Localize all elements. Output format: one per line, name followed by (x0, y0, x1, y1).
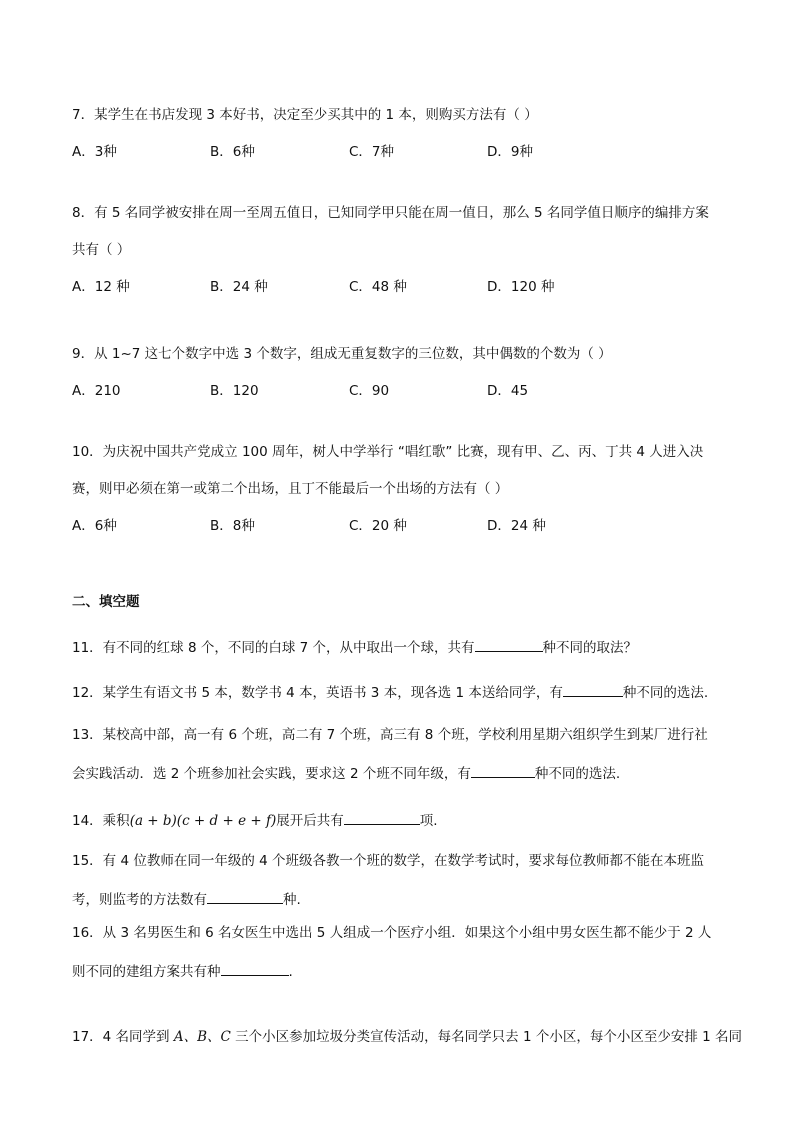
question-16-suffix: . (288, 964, 293, 980)
question-13-line-2 (72, 763, 620, 783)
question-11 (72, 637, 637, 657)
question-9-option-a: A．210 (72, 383, 121, 399)
question-16-text: 则不同的建组方案共有种 (72, 964, 221, 980)
question-9-option-d: D．45 (487, 383, 529, 399)
question-13-suffix: 种不同的选法. (534, 766, 621, 782)
answer-blank-13[interactable] (471, 763, 535, 778)
question-15-line-2 (72, 889, 301, 909)
question-14 (72, 810, 438, 830)
question-12-text: 12．某学生有语文书 5 本，数学书 4 本，英语书 3 本，现各选 1 本送给同学，有 (72, 685, 563, 701)
question-16-line-2 (72, 961, 293, 981)
answer-blank-11[interactable] (475, 637, 543, 652)
question-14-suffix: 项. (419, 813, 438, 829)
section-title-fill-in: 二、填空题 (72, 594, 140, 610)
question-15-text: 考，则监考的方法数有 (72, 892, 207, 908)
question-10-text-line-2: 赛，则甲必须在第一或第二个出场，且丁不能最后一个出场的方法有（ ） (72, 481, 509, 497)
question-12 (72, 682, 708, 702)
question-11-suffix: 种不同的取法？ (542, 640, 638, 656)
question-17-text-2: 三个小区参加垃圾分类宣传活动，每名同学只去 1 个小区，每个小区至少安排 1 名同 (230, 1029, 742, 1045)
question-8-text-line-1: 8．有 5 名同学被安排在周一至周五值日，已知同学甲只能在周一值日，那么 5 名同学值日顺序的编排方案 (72, 205, 709, 221)
question-17-districts: A、B、C (173, 1029, 231, 1045)
question-13-line-1: 13．某校高中部，高一有 6 个班，高二有 7 个班，高三有 8 个班，学校利用星期六组织学生到某厂进行社 (72, 727, 708, 743)
question-7-option-b: B．6种 (210, 144, 255, 160)
question-14-expression: (a + b)(c + d + e + f) (129, 813, 277, 829)
question-8-option-c: C．48 种 (349, 279, 407, 295)
answer-blank-16[interactable] (221, 961, 289, 976)
question-10-option-c: C．20 种 (349, 518, 407, 534)
answer-blank-15[interactable] (207, 889, 283, 904)
question-17-text: 17．4 名同学到 (72, 1029, 174, 1045)
question-10-option-a: A．6种 (72, 518, 117, 534)
question-8-option-d: D．120 种 (487, 279, 555, 295)
question-15-suffix: 种. (283, 892, 301, 908)
question-15-line-1: 15．有 4 位教师在同一年级的 4 个班级各教一个班的数学，在数学考试时，要求每位教师都不能在本班监 (72, 853, 705, 869)
question-9-text: 9．从 1~7 这七个数字中选 3 个数字，组成无重复数字的三位数，其中偶数的个数为（ ） (72, 346, 612, 362)
question-11-text: 11．有不同的红球 8 个，不同的白球 7 个，从中取出一个球，共有 (72, 640, 475, 656)
question-10-option-d: D．24 种 (487, 518, 546, 534)
answer-blank-12[interactable] (563, 682, 623, 697)
question-16-line-1: 16．从 3 名男医生和 6 名女医生中选出 5 人组成一个医疗小组．如果这个小组中男女医生都不能少于 2 人 (72, 925, 712, 941)
question-8-option-a: A．12 种 (72, 279, 130, 295)
question-7-option-d: D．9种 (487, 144, 533, 160)
question-7-text: 7．某学生在书店发现 3 本好书，决定至少买其中的 1 本，则购买方法有（ ） (72, 107, 538, 123)
question-13-text: 会实践活动．选 2 个班参加社会实践，要求这 2 个班不同年级，有 (72, 766, 471, 782)
question-14-text: 14．乘积 (72, 813, 130, 829)
question-8-text-line-2: 共有（ ） (72, 242, 131, 258)
answer-blank-14[interactable] (344, 810, 420, 825)
question-7-option-c: C．7种 (349, 144, 395, 160)
question-10-text-line-1: 10．为庆祝中国共产党成立 100 周年，树人中学举行 “唱红歌” 比赛，现有甲、乙、丙、丁共 4 人进入决 (72, 444, 704, 460)
question-12-suffix: 种不同的选法. (622, 685, 709, 701)
question-17-line-1 (72, 1028, 742, 1046)
question-8-option-b: B．24 种 (210, 279, 268, 295)
question-14-text-2: 展开后共有 (276, 813, 344, 829)
question-9-option-c: C．90 (349, 383, 390, 399)
question-9-option-b: B．120 (210, 383, 259, 399)
question-10-option-b: B．8种 (210, 518, 255, 534)
question-7-option-a: A．3种 (72, 144, 117, 160)
